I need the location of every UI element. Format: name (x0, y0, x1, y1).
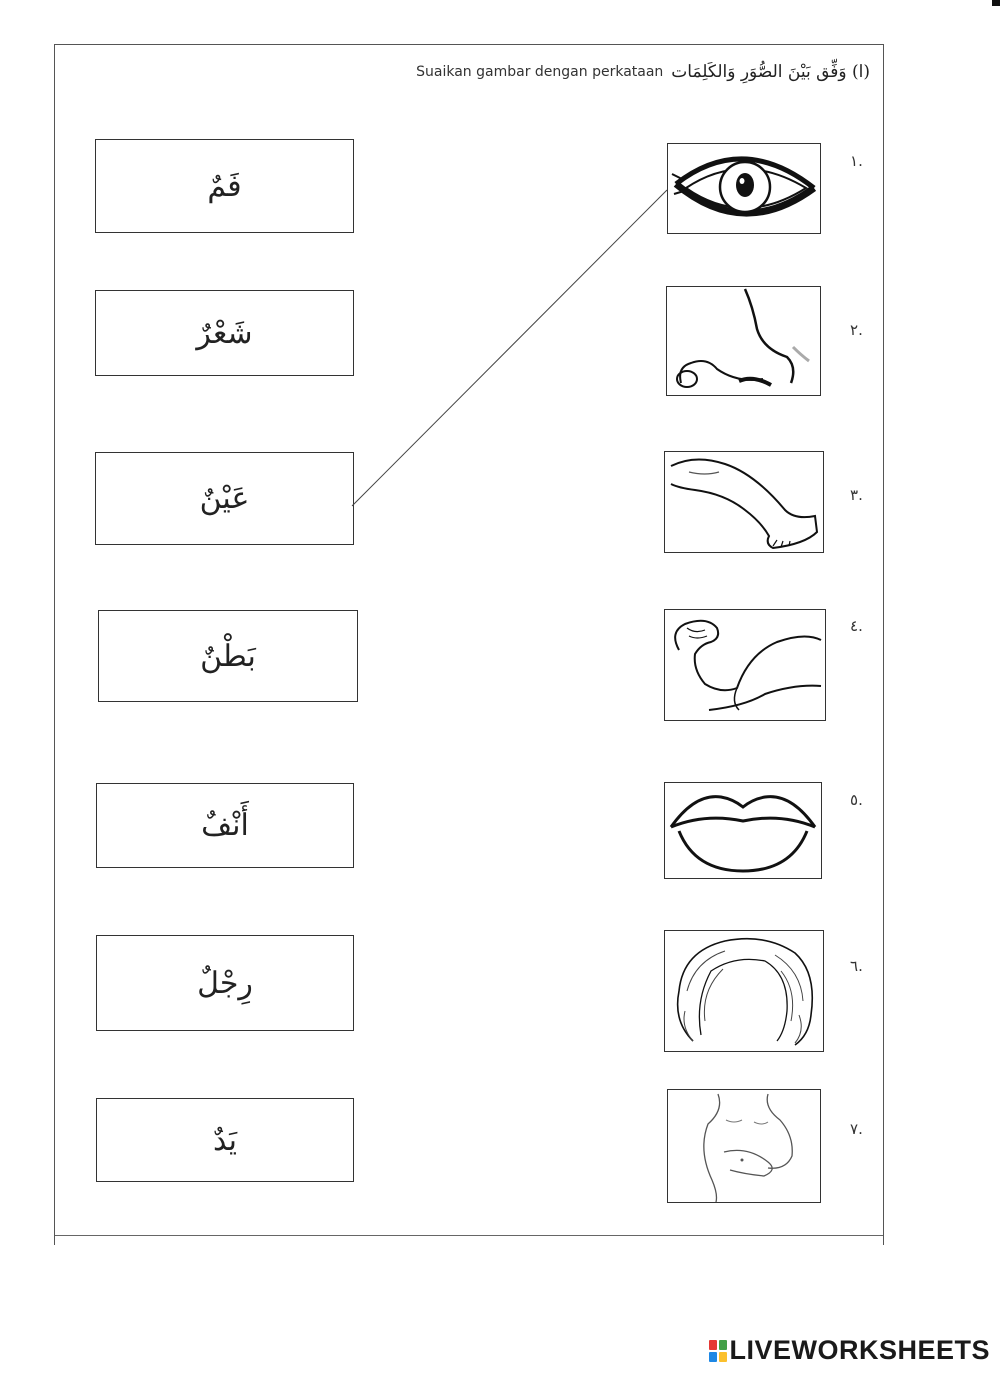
brand-footer[interactable] (709, 1335, 990, 1366)
logo-square (709, 1340, 717, 1350)
word-text: شَعْرٌ (196, 315, 253, 351)
word-box-7[interactable] (96, 1098, 354, 1182)
picture-box-1[interactable] (667, 143, 821, 234)
arm-icon (665, 610, 825, 720)
brand-name: LIVEWORKSHEETS (729, 1335, 990, 1365)
picture-box-4[interactable] (664, 609, 826, 721)
word-box-6[interactable] (96, 935, 354, 1031)
bottom-divider (55, 1235, 883, 1236)
picture-box-6[interactable] (664, 930, 824, 1052)
word-text: يَدٌ (212, 1122, 238, 1158)
hair-icon (665, 931, 823, 1051)
belly-icon (668, 1090, 820, 1202)
brand-logo-icon (709, 1340, 727, 1362)
word-box-4[interactable] (98, 610, 358, 702)
picture-box-2[interactable] (666, 286, 821, 396)
logo-square (719, 1340, 727, 1350)
picture-box-5[interactable] (664, 782, 822, 879)
item-number: .٦ (850, 957, 863, 975)
leg-icon (665, 452, 823, 552)
picture-box-7[interactable] (667, 1089, 821, 1203)
eye-icon (668, 144, 820, 233)
instruction-latin: Suaikan gambar dengan perkataan (416, 64, 664, 80)
corner-mark (992, 0, 1000, 6)
item-number: .٢ (850, 321, 863, 339)
word-text: رِجْلٌ (197, 965, 253, 1001)
word-text: أَنْفٌ (201, 808, 249, 843)
lips-icon (665, 783, 821, 878)
logo-square (709, 1352, 717, 1362)
word-box-1[interactable] (95, 139, 354, 233)
word-box-3[interactable] (95, 452, 354, 545)
instruction-line (416, 58, 870, 86)
word-text: فَمٌ (207, 168, 242, 204)
word-text: بَطْنٌ (200, 638, 256, 674)
word-box-2[interactable] (95, 290, 354, 376)
picture-box-3[interactable] (664, 451, 824, 553)
nose-icon (667, 287, 820, 395)
item-number: .١ (850, 152, 863, 170)
word-box-5[interactable] (96, 783, 354, 868)
logo-square (719, 1352, 727, 1362)
instruction-arabic: (ا) وَفِّق بَيْنَ الصُّوَرِ وَالكَلِمَات (671, 62, 870, 82)
item-number: .٧ (850, 1120, 863, 1138)
item-number: .٤ (850, 617, 863, 635)
word-text: عَيْنٌ (199, 481, 250, 516)
item-number: .٣ (850, 486, 863, 504)
item-number: .٥ (850, 791, 863, 809)
